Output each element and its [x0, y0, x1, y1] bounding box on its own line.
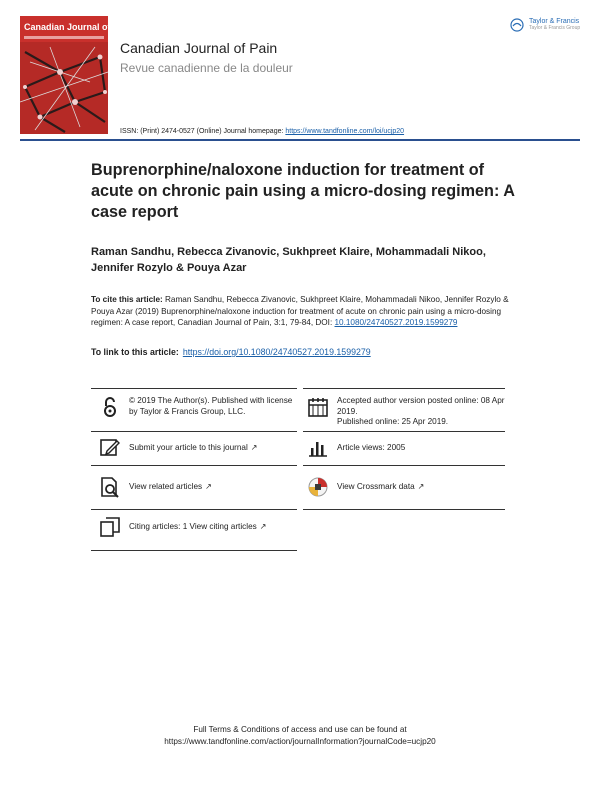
license-text: © 2019 The Author(s). Published with license by Taylor & Francis Group, LLC.: [129, 396, 293, 416]
citation-block: [91, 294, 511, 329]
cite-text: Raman Sandhu, Rebecca Zivanovic, Sukhpreet Klaire, Mohammadali Nikoo, Jennifer Rozylo & Pouya Azar (2019) Buprenorphine/naloxone induction for treatment of acute on chronic pain using a micro-dosing regimen: A case report, Canadian Journal of Pain, 3:1, 79-84, DOI:: [91, 295, 509, 327]
issn-line: [120, 128, 404, 135]
external-link-icon: ↗: [250, 443, 258, 452]
open-access-icon: [99, 396, 121, 418]
link-label: To link to this article:: [91, 347, 179, 357]
publisher-name: Taylor & Francis: [529, 18, 580, 26]
cover-title: Canadian Journal of Pain: [24, 22, 133, 32]
cite-label: To cite this article:: [91, 295, 163, 304]
grid-divider: [91, 509, 297, 510]
publisher-group: Taylor & Francis Group: [529, 25, 581, 32]
crossmark-cell[interactable]: [307, 476, 505, 498]
citing-cell[interactable]: [99, 516, 295, 538]
journal-homepage-link[interactable]: https://www.tandfonline.com/loi/ucjp20: [285, 128, 405, 135]
grid-divider: [303, 465, 505, 466]
grid-divider: [91, 465, 297, 466]
view-crossmark-link[interactable]: View Crossmark data: [337, 482, 415, 491]
calendar-icon: [307, 396, 329, 418]
edit-icon: [99, 437, 121, 459]
grid-divider: [91, 550, 297, 551]
grid-divider: [303, 388, 505, 389]
bar-chart-icon: [307, 437, 329, 459]
submit-article-link[interactable]: Submit your article to this journal: [129, 443, 248, 452]
publisher-logo[interactable]: [510, 18, 580, 32]
issn-text: ISSN: (Print) 2474-0527 (Online) Journal homepage:: [120, 128, 286, 135]
grid-divider: [303, 431, 505, 432]
grid-divider: [91, 431, 297, 432]
accepted-date: Accepted author version posted online: 08 Apr 2019.: [337, 396, 505, 416]
article-views: Article views: 2005: [337, 443, 406, 452]
view-related-link[interactable]: View related articles: [129, 482, 203, 491]
submit-cell[interactable]: [99, 437, 295, 459]
citing-articles-link[interactable]: Citing articles: 1 View citing articles: [129, 522, 257, 531]
views-cell: [307, 437, 505, 459]
header-divider: [20, 139, 580, 141]
published-date: Published online: 25 Apr 2019.: [337, 417, 449, 426]
article-link-line: [91, 347, 371, 357]
crossmark-icon: [307, 476, 329, 498]
external-link-icon: ↗: [205, 482, 212, 491]
grid-divider: [303, 509, 505, 510]
cover-subtitle-bar: [24, 36, 104, 39]
footer-url[interactable]: https://www.tandfonline.com/action/journalInformation?journalCode=ucjp20: [164, 737, 436, 746]
external-link-icon: ↗: [259, 522, 267, 531]
article-authors: Raman Sandhu, Rebecca Zivanovic, Sukhpreet Klaire, Mohammadali Nikoo, Jennifer Rozylo & Pouya Azar: [91, 246, 486, 274]
related-cell[interactable]: [99, 476, 295, 498]
cover-network-art: [20, 42, 108, 134]
related-articles-icon: [99, 476, 121, 498]
cite-doi-link[interactable]: 10.1080/24740527.2019.1599279: [334, 318, 458, 327]
footer: [0, 724, 600, 748]
journal-name-french: Revue canadienne de la douleur: [120, 61, 293, 75]
journal-cover: [20, 16, 133, 134]
external-link-icon: ↗: [417, 482, 425, 491]
license-cell: [99, 396, 295, 418]
taylor-francis-icon: [510, 18, 524, 32]
grid-divider: [91, 388, 297, 389]
footer-terms: Full Terms & Conditions of access and use can be found at: [193, 725, 407, 734]
dates-cell: [307, 396, 505, 428]
citing-articles-icon: [99, 516, 121, 538]
journal-name: Canadian Journal of Pain: [120, 40, 278, 56]
article-title: Buprenorphine/naloxone induction for treatment of acute on chronic pain using a micro-dosing regimen: A case report: [91, 161, 515, 221]
article-doi-url[interactable]: https://doi.org/10.1080/24740527.2019.1599279: [182, 347, 371, 357]
